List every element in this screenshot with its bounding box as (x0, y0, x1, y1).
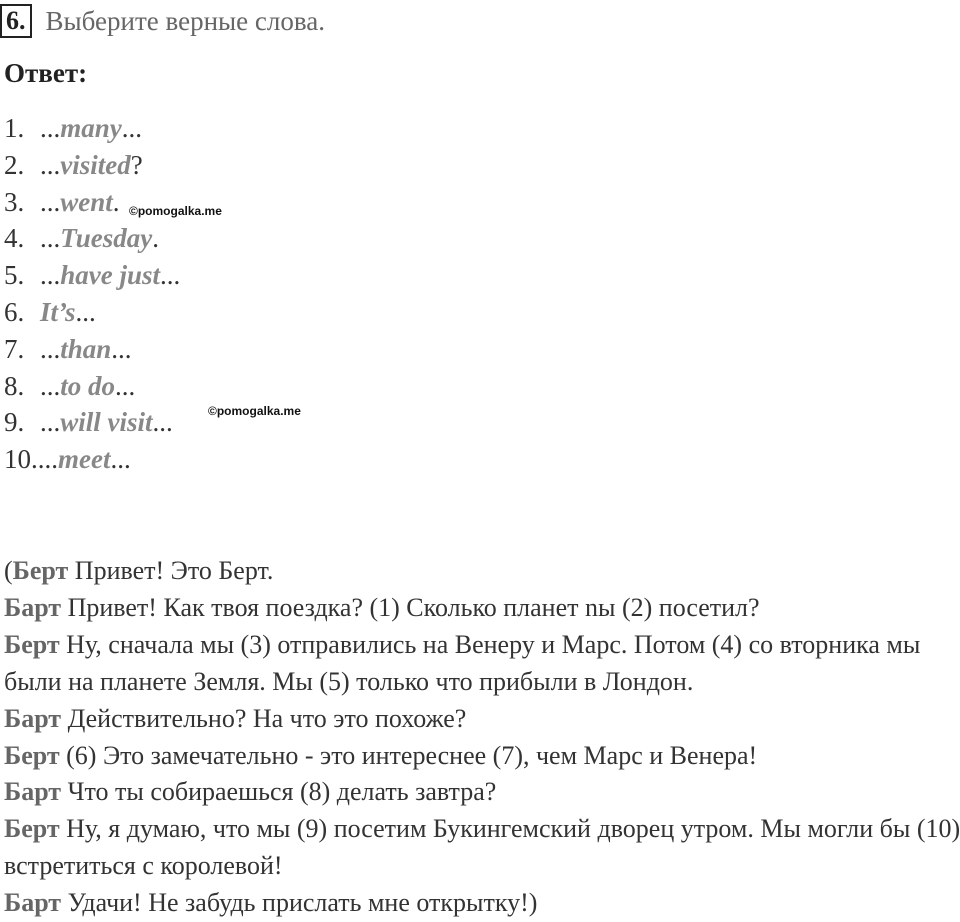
speaker-name: Барт (4, 592, 62, 622)
answer-number: 6. (4, 296, 25, 327)
answer-suffix: ... (152, 407, 173, 438)
speaker-name: Берт (4, 814, 60, 844)
dialogue-line (4, 885, 960, 922)
answer-list (4, 110, 180, 478)
speaker-name: Барт (4, 888, 62, 918)
answer-item (4, 294, 180, 331)
answer-label: Ответ: (4, 58, 88, 88)
dialogue-line (4, 701, 960, 738)
answer-word: visited (60, 149, 131, 180)
answer-word: have just (60, 260, 161, 291)
speaker-name: Берт (4, 740, 60, 770)
dialogue-line (4, 738, 960, 775)
answer-suffix: ... (160, 260, 181, 291)
answer-word: meet (58, 444, 111, 475)
dialogue-translation (4, 553, 960, 922)
answer-item (4, 368, 180, 405)
answer-item (4, 110, 180, 147)
answer-item (4, 220, 180, 257)
answer-suffix: . (152, 223, 159, 254)
answer-word: Tuesday (60, 223, 153, 254)
answer-prefix: ... (40, 260, 61, 291)
answer-prefix: ... (40, 186, 61, 217)
answer-word: will visit (60, 407, 153, 438)
speaker-name: Барт (4, 777, 62, 807)
answer-number: 10. (4, 444, 38, 475)
answer-prefix: ... (40, 370, 61, 401)
speaker-name: Берт (4, 629, 60, 659)
dialogue-prefix: ( (4, 556, 13, 585)
answer-item (4, 147, 180, 184)
answer-word: went (60, 186, 113, 217)
speaker-name: Берт (12, 556, 69, 585)
answer-prefix: ... (37, 444, 58, 475)
task-title: Выберите верные слова. (45, 5, 325, 36)
answer-number: 5. (4, 260, 25, 291)
answer-number: 8. (4, 370, 25, 401)
task-header (0, 2, 325, 40)
dialogue-text: Привет! Как твоя поездка? (1) Сколько планет nы (2) посетил? (61, 592, 760, 622)
dialogue-text: Действительно? На что это похоже? (61, 703, 467, 733)
answer-prefix: ... (40, 333, 61, 364)
answer-suffix: ... (111, 333, 132, 364)
answer-number: 1. (4, 113, 25, 143)
watermark: ©pomogalka.me (129, 204, 222, 218)
answer-prefix: ... (40, 149, 61, 180)
answer-word: to do (60, 370, 116, 401)
answer-item (4, 441, 180, 478)
answer-number: 3. (4, 186, 25, 217)
answer-prefix: ... (40, 223, 61, 254)
answer-suffix: . (112, 186, 120, 217)
speaker-name: Барт (4, 703, 62, 733)
answer-suffix: ... (121, 113, 143, 143)
answer-item (4, 331, 180, 368)
answer-prefix: ... (40, 113, 61, 143)
answer-word: than (60, 333, 112, 364)
dialogue-line (4, 553, 960, 590)
dialogue-line (4, 627, 960, 701)
answer-prefix: ... (40, 407, 61, 438)
watermark: ©pomogalka.me (208, 404, 301, 418)
answer-item (4, 257, 180, 294)
answer-suffix: ? (130, 149, 143, 180)
answer-item (4, 404, 180, 441)
dialogue-text: Привет! Это Берт. (68, 556, 274, 585)
answer-number: 2. (4, 149, 25, 180)
dialogue-text: Удачи! Не забудь прислать мне открытку!) (61, 888, 538, 918)
answer-suffix: ... (110, 444, 131, 475)
dialogue-text: Ну, сначала мы (3) отправились на Венеру и Марс. Потом (4) со вторника мы были на планете Земля. Мы (5) только что прибыли в Лондон. (4, 629, 921, 696)
task-number: 6. (0, 4, 32, 38)
answer-word: many (60, 113, 122, 143)
dialogue-line (4, 811, 960, 885)
answer-suffix: ... (115, 370, 136, 401)
dialogue-text: Что ты собираешься (8) делать завтра? (61, 777, 497, 807)
answer-number: 9. (4, 407, 25, 438)
answer-suffix: ... (75, 296, 96, 327)
dialogue-text: Ну, я думаю, что мы (9) посетим Букингемский дворец утром. Мы могли бы (10) встретиться с королевой! (4, 814, 960, 881)
dialogue-text: (6) Это замечательно - это интереснее (7), чем Марс и Венера! (59, 740, 758, 770)
dialogue-line (4, 590, 960, 627)
answer-number: 7. (4, 333, 25, 364)
answer-word: It’s (40, 296, 76, 327)
answer-number: 4. (4, 223, 25, 254)
dialogue-line (4, 774, 960, 811)
